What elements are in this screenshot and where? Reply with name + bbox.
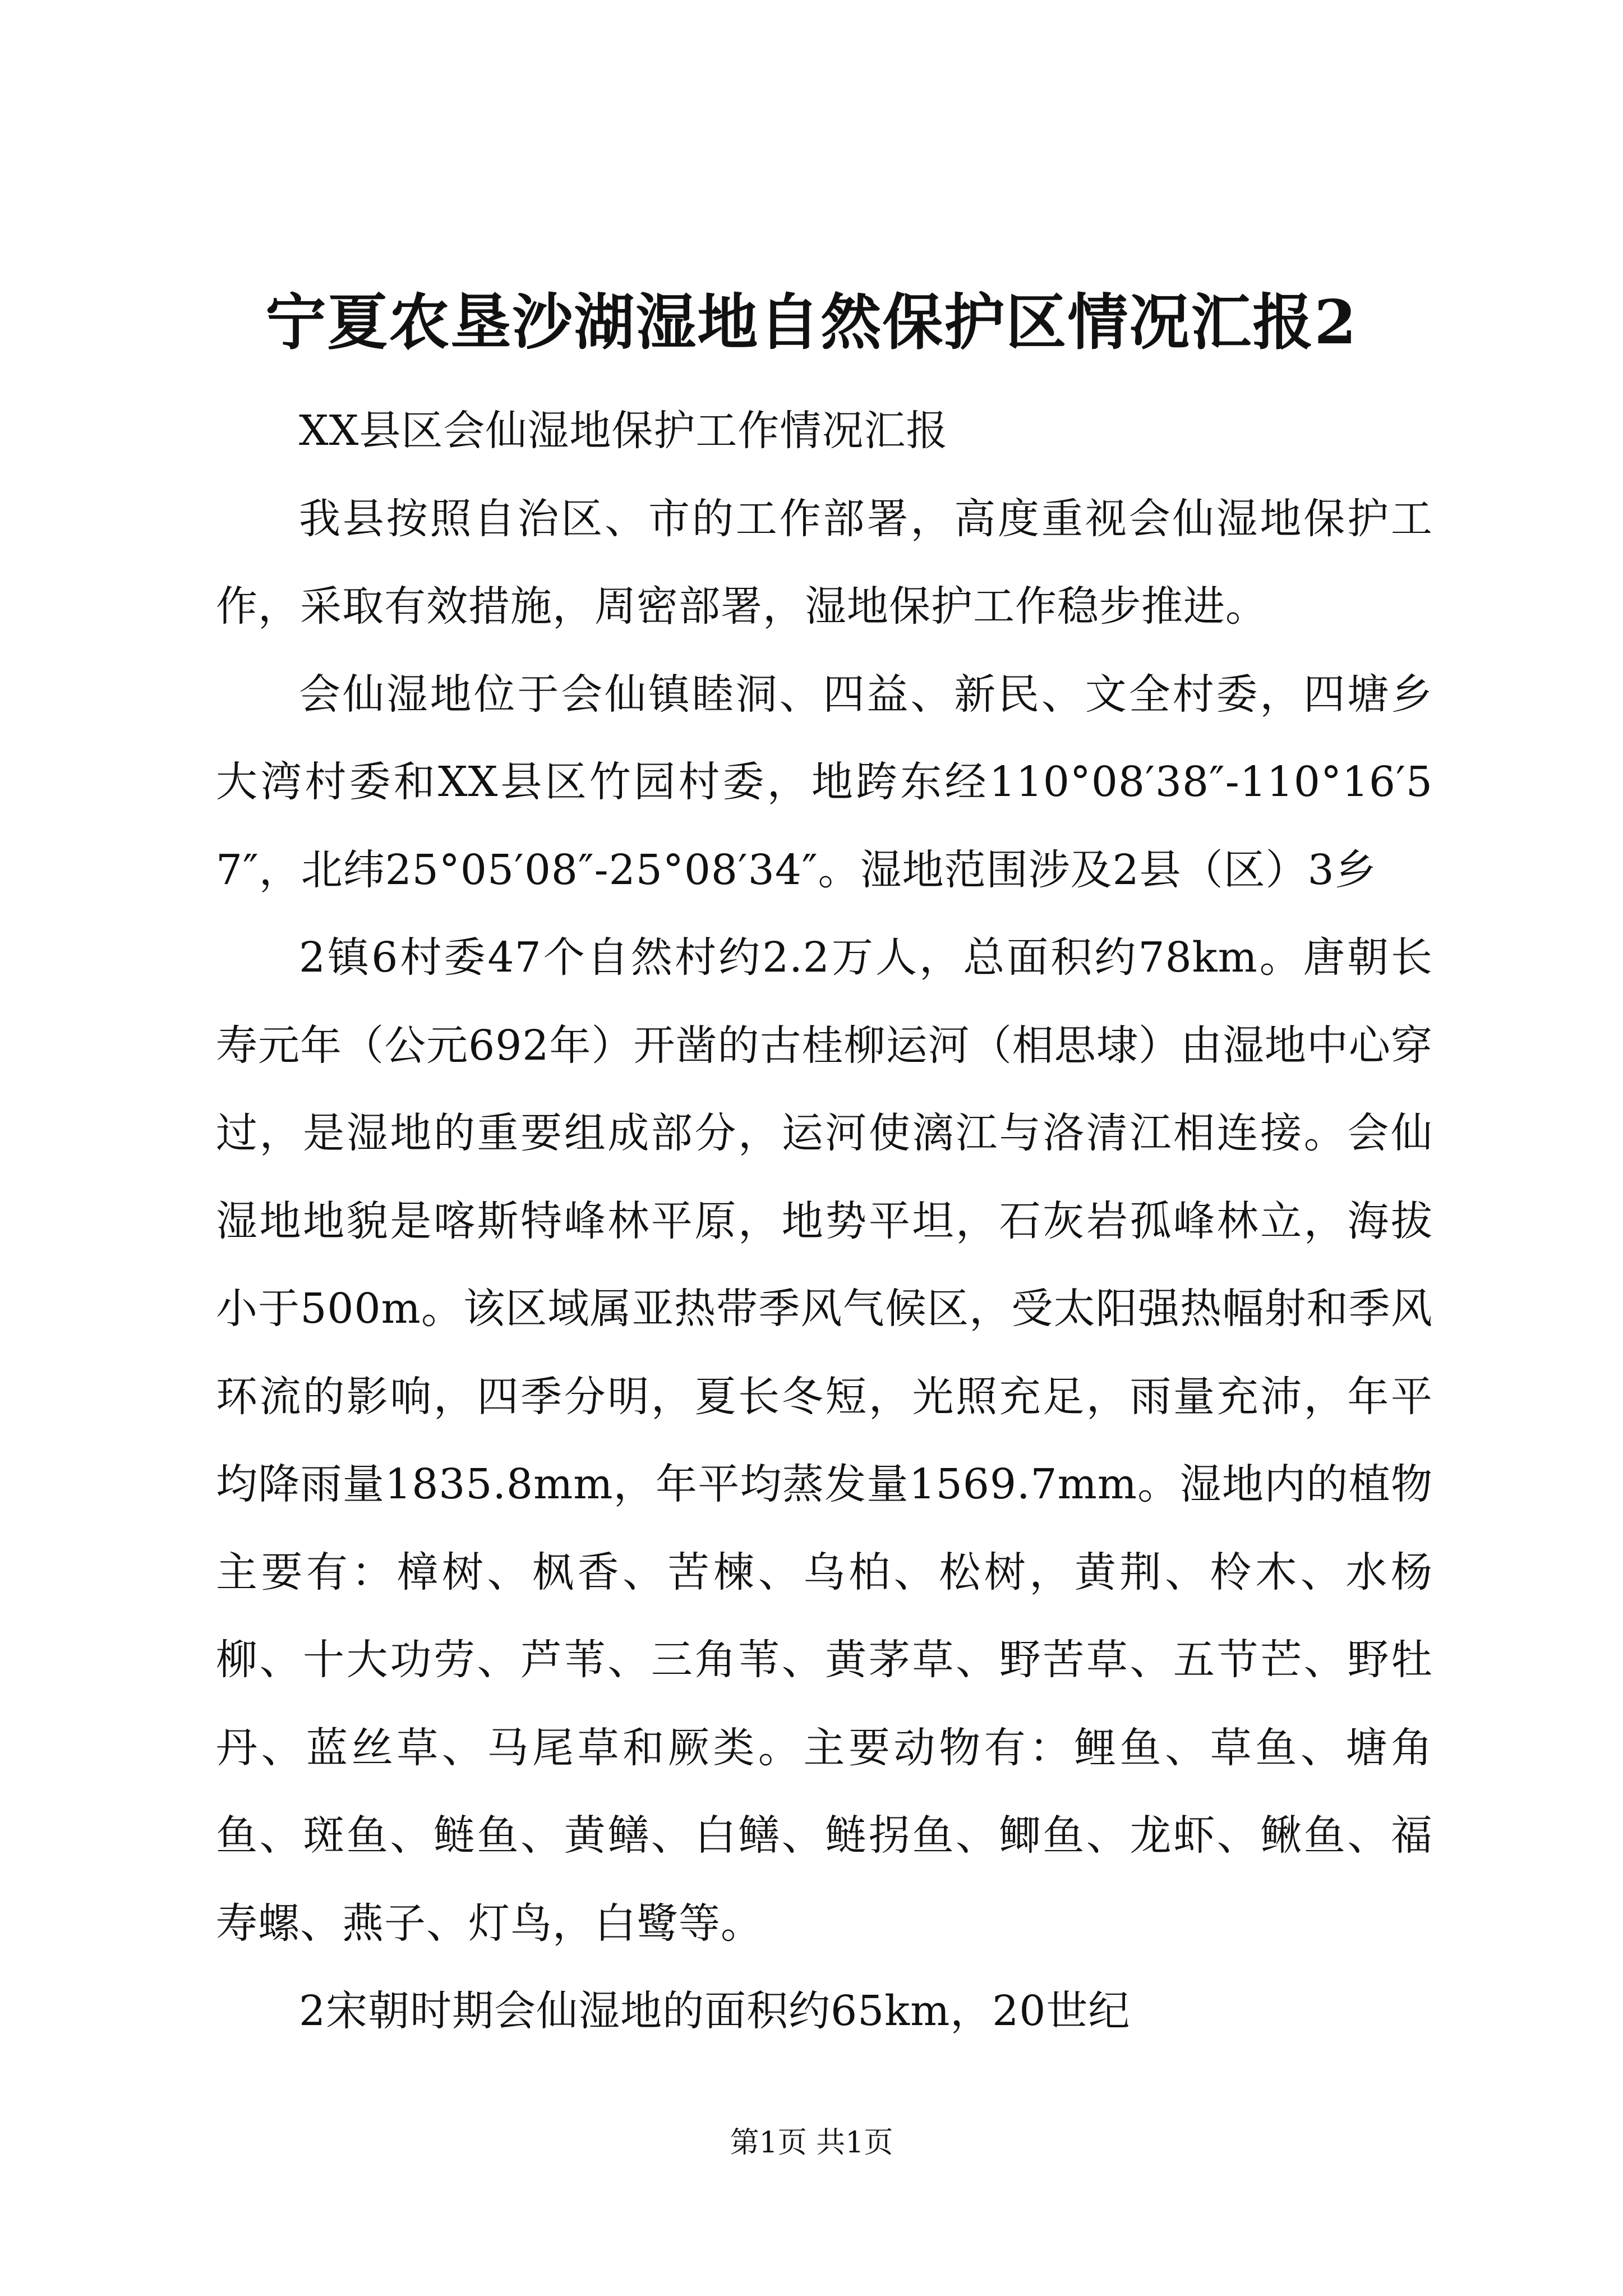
- paragraph: 2镇6村委47个自然村约2.2万人，总面积约78km。唐朝长寿元年（公元692年）开凿的古桂柳运河（相思埭）由湿地中心穿过，是湿地的重要组成部分，运河使漓江与洛清江相连接。会仙湿地地貌是喀斯特峰林平原，地势平坦，石灰岩孤峰林立，海拔小于500m。该区域属亚热带季风气候区，受太阳强热幅射和季风环流的影响，四季分明，夏长冬短，光照充足，雨量充沛，年平均降雨量1835.8mm，年平均蒸发量1569.7mm。湿地内的植物主要有：樟树、枫香、苦楝、乌柏、松树，黄荆、柃木、水杨柳、十大功劳、芦苇、三角苇、黄茅草、野苦草、五节芒、野牡丹、蓝丝草、马尾草和厥类。主要动物有：鲤鱼、草鱼、塘角鱼、斑鱼、鲢鱼、黄鳝、白鳝、鲢拐鱼、鲫鱼、龙虾、鳅鱼、福寿螺、燕子、灯鸟，白鹭等。: [216, 933, 1433, 1948]
- page-number-footer: 第1页 共1页: [730, 2126, 893, 2160]
- paragraph: 我县按照自治区、市的工作部署，高度重视会仙湿地保护工作，采取有效措施，周密部署，湿地保护工作稳步推进。: [216, 494, 1433, 631]
- paragraph: 会仙湿地位于会仙镇睦洞、四益、新民、文全村委，四塘乡大湾村委和XX县区竹园村委，地跨东经110°08′38″-110°16′57″，北纬25°05′08″-25°08′34″。湿地范围涉及2县（区）3乡: [216, 670, 1433, 894]
- document-body: [216, 387, 1433, 2055]
- document-subtitle: XX县区会仙湿地保护工作情况汇报: [299, 407, 948, 455]
- paragraph: 2宋朝时期会仙湿地的面积约65km，20世纪: [299, 1987, 1131, 2035]
- document-title: 宁夏农垦沙湖湿地自然保护区情况汇报2: [265, 287, 1358, 358]
